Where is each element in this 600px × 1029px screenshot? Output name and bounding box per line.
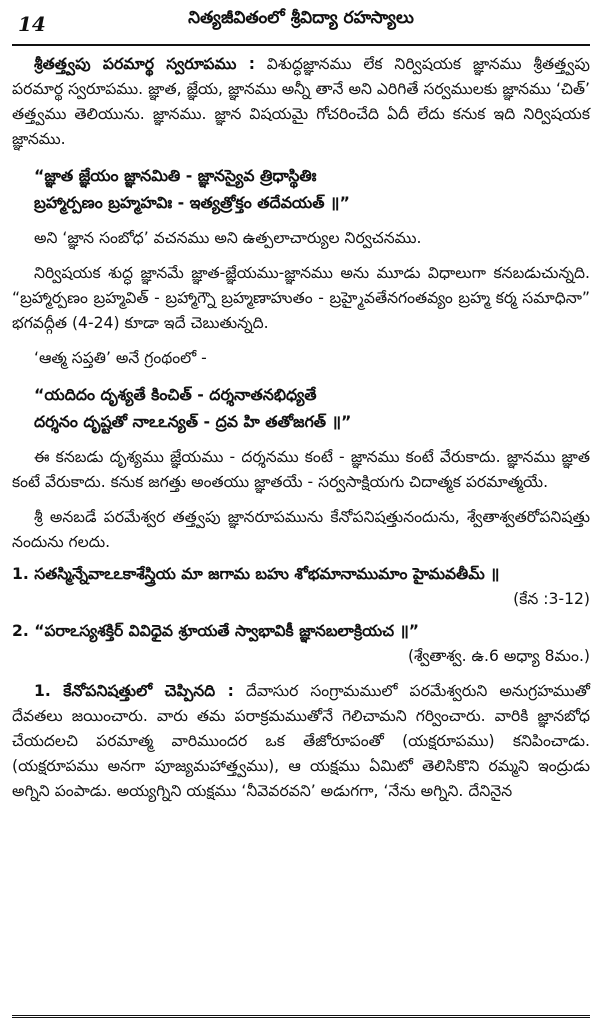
paragraph-body: దేవాసుర సంగ్రామములో పరమేశ్వరుని అనుగ్రహముతో దేవతలు జయించారు. వారు తమ పరాక్రమముతోనే గెలిచామని గర్వించారు. వారికి జ్ఞానబోధ చేయదలచి పరమాత్మ వారిముందర ఒక తేజోరూపంతో (యక్షరూపము) కనిపించాడు. (యక్షరూపము అనగా పూజ్యమహాత్త్వము), ఆ యక్షము ఏమిటో తెలిసికొని రమ్మని ఇంద్రుడు అగ్నిని పంపాడు. అయ్యగ్నిని యక్షము ‘నీవెవరవని’ అడుగగా, ‘నేను అగ్నిని. దేనినైన <box>12 682 590 800</box>
quote-reference: (కేన :3-12) <box>513 590 590 608</box>
page-header <box>12 0 590 44</box>
page-number: 14 <box>18 12 46 36</box>
quote-number: 1. <box>12 565 29 583</box>
running-title: నిత్యజీవితంలో శ్రీవిద్యా రహస్యాలు <box>188 8 414 28</box>
numbered-quote <box>12 561 590 587</box>
paragraph-text: నిర్విషయక శుద్ధ జ్ఞానమే జ్ఞాత-జ్ఞేయము-జ్ఞానము అను మూడు విధాలుగా కనబడుచున్నది. “బ్రహ్మార్పణం బ్రహ్మవిత్ - బ్రహ్మాగ్నౌ బ్రహ్మణాహుతం - బ్రహ్మైవతేనగంతవ్యం బ్రహ్మ కర్మ సమాధినా” భగవద్గీత (4-24) కూడా ఇదే చెబుతున్నది. <box>12 264 590 332</box>
paragraph-definition <box>12 52 590 152</box>
quote-number: 2. <box>12 622 29 640</box>
verse-block <box>12 381 590 435</box>
paragraph-text: ‘ఆత్మ సప్తతి’ అనే గ్రంథంలో - <box>34 349 207 367</box>
header-rule <box>12 44 590 46</box>
paragraph-heading: 1. కేనోపనిషత్తులో చెప్పినది : <box>34 682 234 700</box>
paragraph-text: ఈ కనబడు దృశ్యము జ్ఞేయము - దర్శనము కంటే - జ్ఞానము కంటే వేరుకాదు. జ్ఞానము జ్ఞాత కంటే వేరుకాదు. కనుక జగత్తు అంతయు జ్ఞాతయే - సర్వసాక్షియగు చిదాత్మక పరమాత్మయే. <box>12 448 590 491</box>
verse-line: బ్రహ్మార్పణం బ్రహ్మహవిః - ఇత్యత్రోక్తం తదేవయత్ ॥” <box>34 193 350 212</box>
quote-reference: (శ్వేతాశ్వ. ఉ.6 అధ్యా 8మం.) <box>407 647 590 665</box>
paragraph-heading: శ్రీతత్త్వపు పరమార్థ స్వరూపము : <box>34 55 255 73</box>
verse-line: దర్శనం దృష్టతో నాఽఽన్యత్ - ద్రవ హి తతోజగత్ ॥” <box>34 412 352 431</box>
numbered-quote <box>12 618 590 644</box>
paragraph-body: విశుద్ధజ్ఞానము లేక నిర్విషయక జ్ఞానము శ్రీతత్త్వపు పరమార్థ స్వరూపము. జ్ఞాత, జ్ఞేయ, జ్ఞానము అన్నీ తానే అని ఎరిగితే సర్వములకు జ్ఞానము ‘చిత్’ తత్త్వము తెలియును. జ్ఞానము. జ్ఞాన విషయమై గోచరించేది ఏదీ లేదు కనుక ఇది నిర్విషయక జ్ఞానము. <box>12 55 590 148</box>
quote-text: “పరాఽస్యశక్తిర్ వివిధైవ శ్రూయతే స్వాభావికీ జ్ఞానబలాక్రియచ ॥” <box>34 622 420 640</box>
footer-rule <box>12 1015 590 1021</box>
verse-line: “జ్ఞాత జ్ఞేయం జ్ఞానమితి - జ్ఞానస్యైవ త్రిధాస్థితిః <box>34 166 317 185</box>
verse-block <box>12 162 590 216</box>
paragraph-text: శ్రీ అనబడే పరమేశ్వర తత్త్వపు జ్ఞానరూపమును కేనోపనిషత్తునందును, శ్వేతాశ్వతరోపనిషత్తు నందును గలదు. <box>12 508 590 551</box>
paragraph-kena <box>12 679 590 804</box>
quote-text: సతస్మిన్నేవాఽఽకాశేస్త్రియ మా జగామ బహు శోభమానాముమాం హైమవతీమ్ ॥ <box>34 565 500 583</box>
verse-line: “యదిదం దృశ్యతే కించిత్ - దర్శనాతనభిధ్యతే <box>34 385 317 404</box>
paragraph-text: అని ‘జ్ఞాన సంబోధ’ వచనము అని ఉత్పలాచార్యుల నిర్వచనము. <box>34 229 422 247</box>
